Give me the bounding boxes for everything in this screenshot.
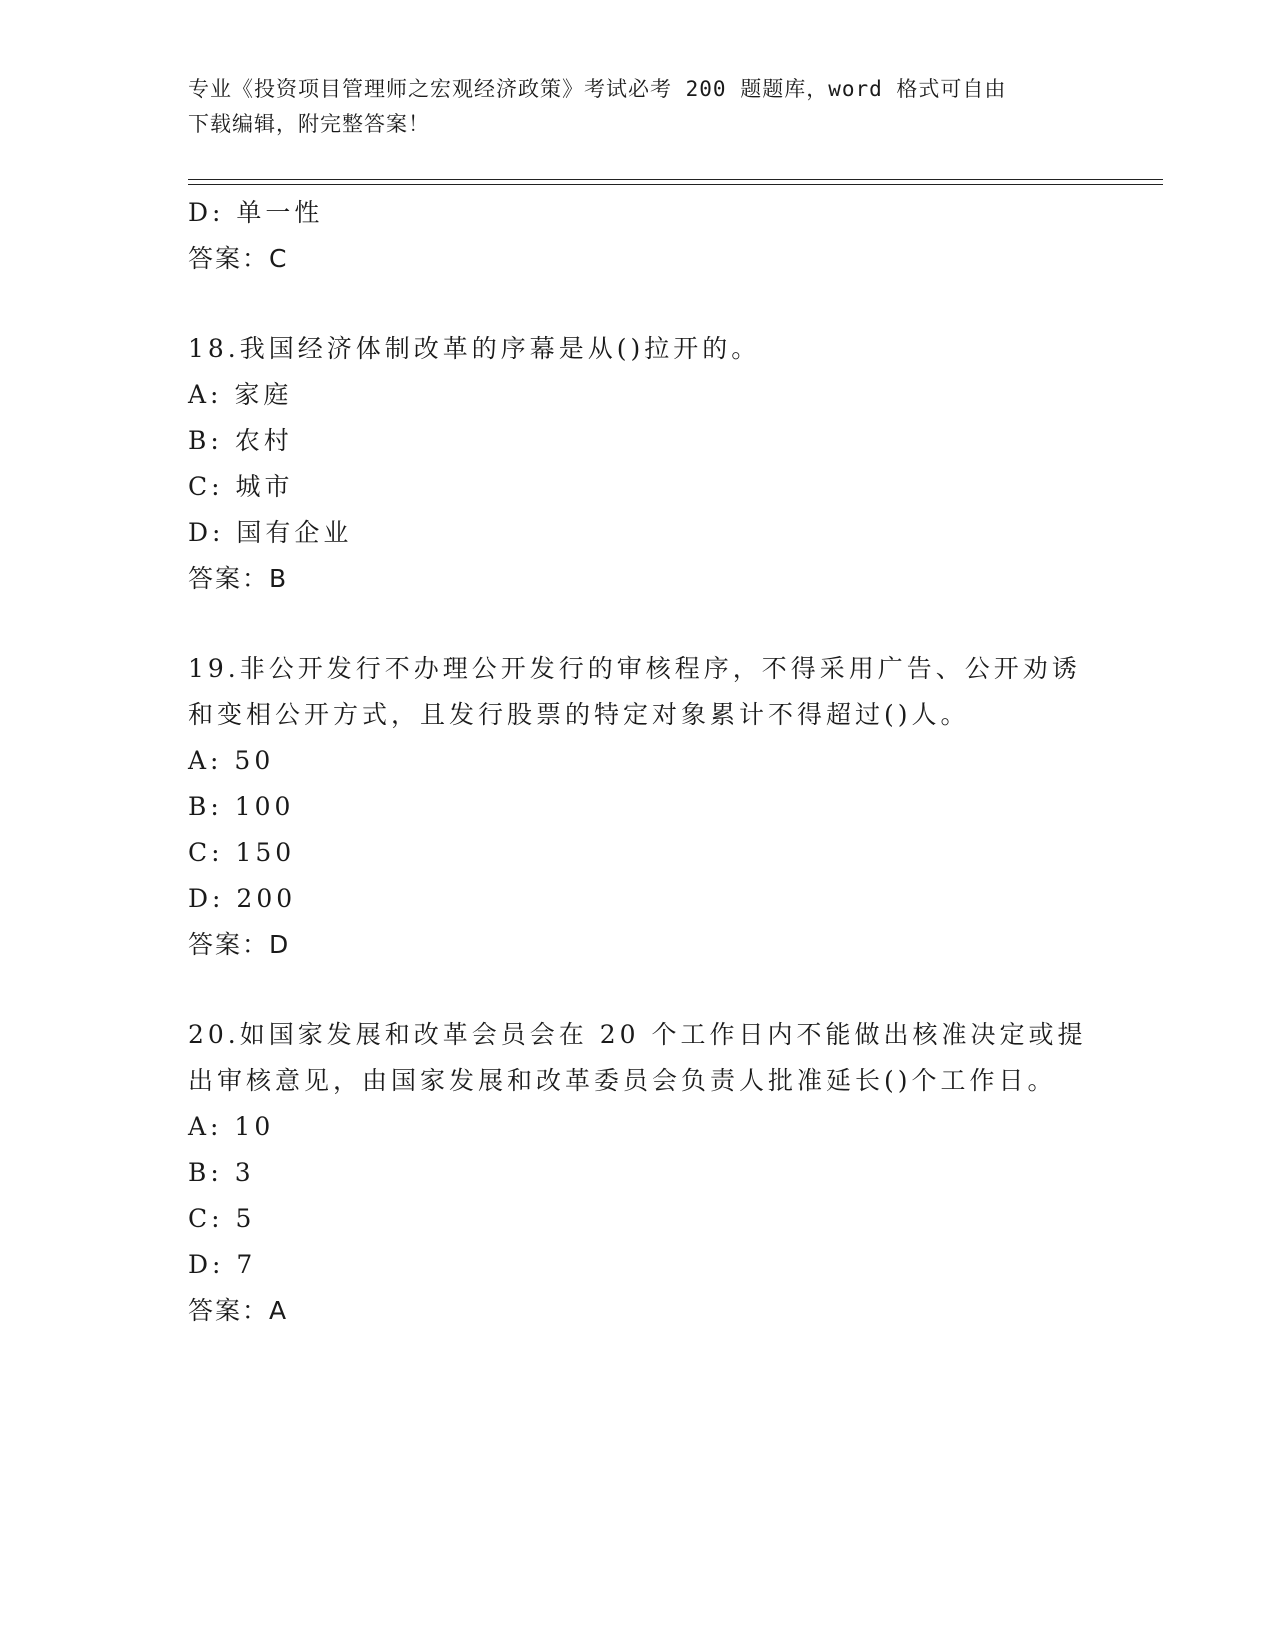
- answer-line: 答案：B: [188, 564, 289, 593]
- question-19: [188, 646, 1128, 968]
- page-header: [188, 72, 1088, 142]
- question-20: [188, 1012, 1128, 1334]
- question-stem-line-1: 20.如国家发展和改革会员会在 20 个工作日内不能做出核准决定或提: [188, 1020, 1087, 1049]
- answer-line: 答案：C: [188, 244, 289, 273]
- option-b: B: 100: [188, 792, 295, 821]
- question-stem-line-1: 19.非公开发行不办理公开发行的审核程序，不得采用广告、公开劝诱: [188, 654, 1081, 683]
- question-stem-line-2: 和变相公开方式，且发行股票的特定对象累计不得超过()人。: [188, 700, 970, 729]
- option-a: A: 50: [188, 746, 275, 775]
- answer-line: 答案：D: [188, 930, 291, 959]
- option-d: D: 国有企业: [188, 518, 353, 547]
- header-line-1: 专业《投资项目管理师之宏观经济政策》考试必考 200 题题库，word 格式可自由: [188, 77, 1007, 101]
- header-line-2: 下载编辑，附完整答案！: [188, 112, 430, 136]
- option-d: D: 200: [188, 884, 297, 913]
- option-c: C: 150: [188, 838, 296, 867]
- question-list: [188, 190, 1128, 1334]
- header-divider-top: [188, 179, 1163, 180]
- option-c: C: 5: [188, 1204, 256, 1233]
- answer-line: 答案：A: [188, 1296, 289, 1325]
- header-divider-bottom: [188, 184, 1163, 185]
- option-c: C: 城市: [188, 472, 294, 501]
- option-a: A: 家庭: [188, 380, 293, 409]
- question-18: [188, 326, 1128, 602]
- option-a: A: 10: [188, 1112, 275, 1141]
- option-b: B: 3: [188, 1158, 255, 1187]
- option-d: D: 单一性: [188, 198, 324, 227]
- question-stem: 18.我国经济体制改革的序幕是从()拉开的。: [188, 334, 761, 363]
- option-d: D: 7: [188, 1250, 257, 1279]
- question-stem-line-2: 出审核意见，由国家发展和改革委员会负责人批准延长()个工作日。: [188, 1066, 1057, 1095]
- question-17-tail: [188, 190, 1128, 282]
- option-b: B: 农村: [188, 426, 293, 455]
